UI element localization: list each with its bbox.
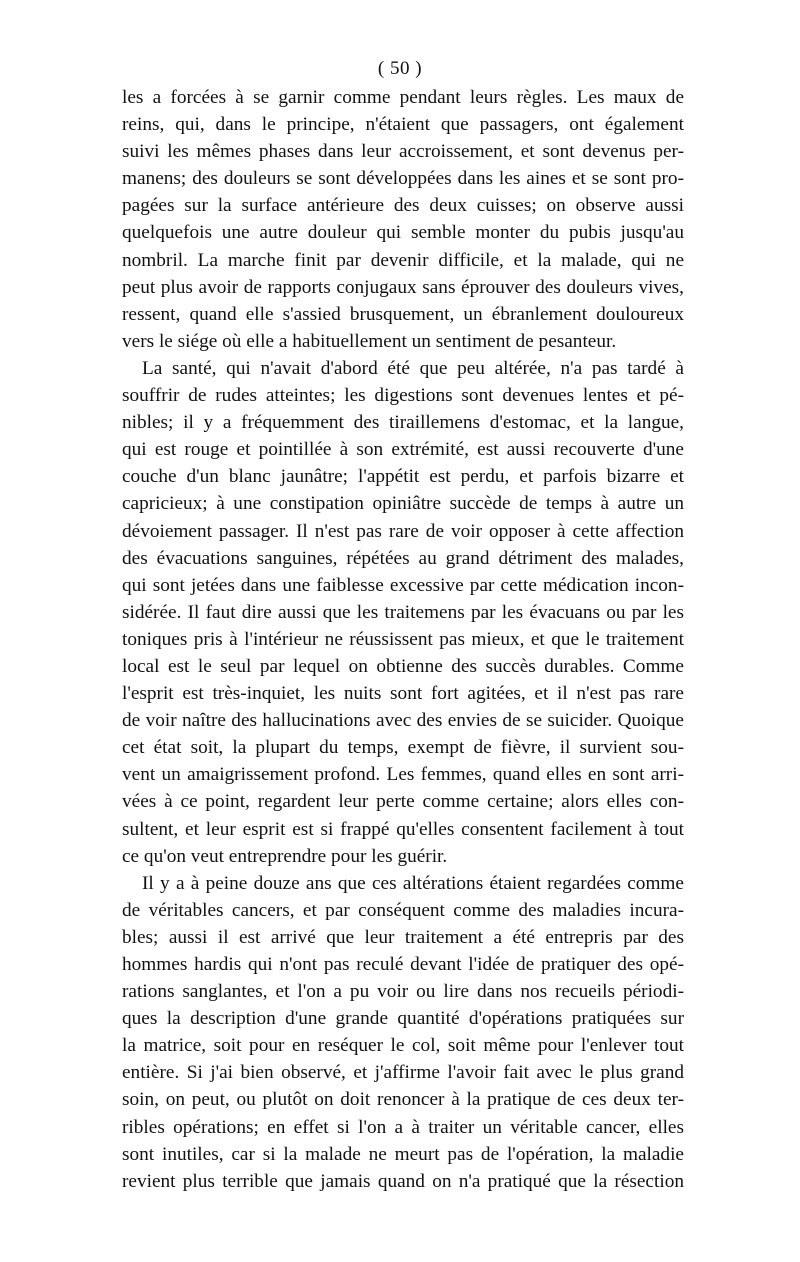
- text-line: dévoiement passager. Il n'est pas rare de voir opposer à cette affection: [122, 520, 684, 542]
- text-line: cet état soit, la plupart du temps, exempt de fièvre, il survient sou-: [122, 737, 684, 759]
- text-line: bles; aussi il est arrivé que leur traitement a été entrepris par des: [122, 926, 684, 948]
- text-line: local est le seul par lequel on obtienne des succès durables. Comme: [122, 655, 684, 677]
- text-line: ressent, quand elle s'assied brusquement, un ébranlement douloureux: [122, 303, 684, 325]
- text-line: de voir naître des hallucinations avec des envies de se suicider. Quoique: [122, 710, 684, 732]
- text-line: capricieux; à une constipation opiniâtre succède de temps à autre un: [122, 493, 684, 515]
- text-line: sont inutiles, car si la malade ne meurt pas de l'opération, la maladie: [122, 1143, 684, 1165]
- text-line: toniques pris à l'intérieur ne réussissent pas mieux, et que le traitement: [122, 628, 684, 650]
- text-line: de véritables cancers, et par conséquent comme des maladies incura-: [122, 899, 684, 921]
- text-line: vent un amaigrissement profond. Les femmes, quand elles en sont arri-: [122, 764, 684, 786]
- text-line: suivi les mêmes phases dans leur accroissement, et sont devenus per-: [122, 141, 684, 163]
- text-line: reins, qui, dans le principe, n'étaient que passagers, ont également: [122, 114, 684, 136]
- text-line: les a forcées à se garnir comme pendant leurs règles. Les maux de: [122, 87, 684, 108]
- text-line: couche d'un blanc jaunâtre; l'appétit est perdu, et parfois bizarre et: [122, 466, 684, 488]
- text-line: manens; des douleurs se sont développées dans les aines et se sont pro-: [122, 168, 684, 190]
- page-number: ( 50 ): [377, 58, 423, 79]
- text-line: nibles; il y a fréquemment des tiraillemens d'estomac, et la langue,: [122, 412, 684, 434]
- text-line: nombril. La marche finit par devenir difficile, et la malade, qui ne: [122, 249, 684, 271]
- text-line: qui sont jetées dans une faiblesse excessive par cette médication incon-: [122, 574, 684, 596]
- text-line: sultent, et leur esprit est si frappé qu'elles consentent facilement à tout: [122, 818, 684, 840]
- text-line: vers le siége où elle a habituellement un sentiment de pesanteur.: [122, 330, 617, 352]
- text-line: Il y a à peine douze ans que ces altérations étaient regardées comme: [142, 872, 684, 894]
- text-line: ribles opérations; en effet si l'on a à traiter un véritable cancer, elles: [122, 1116, 684, 1138]
- text-line: ce qu'on veut entreprendre pour les guérir.: [122, 845, 448, 867]
- text-line: soin, on peut, ou plutôt on doit renoncer à la pratique de ces deux ter-: [122, 1089, 684, 1111]
- text-line: des évacuations sanguines, répétées au grand détriment des malades,: [122, 547, 684, 569]
- text-line: revient plus terrible que jamais quand on n'a pratiqué que la résection: [122, 1170, 684, 1192]
- text-line: La santé, qui n'avait d'abord été que peu altérée, n'a pas tardé à: [142, 357, 684, 379]
- text-line: l'esprit est très-inquiet, les nuits sont fort agitées, et il n'est pas rare: [122, 683, 684, 705]
- text-line: hommes hardis qui n'ont pas reculé devant l'idée de pratiquer des opé-: [122, 954, 684, 975]
- text-line: entière. Si j'ai bien observé, et j'affirme l'avoir fait avec le plus grand: [122, 1062, 684, 1084]
- text-line: souffrir de rudes atteintes; les digestions sont devenues lentes et pé-: [122, 385, 684, 407]
- text-line: vées à ce point, regardent leur perte comme certaine; alors elles con-: [122, 791, 684, 813]
- text-line: pagées sur la surface antérieure des deux cuisses; on observe aussi: [122, 195, 684, 217]
- body-text: [122, 84, 684, 1195]
- text-line: sidérée. Il faut dire aussi que les traitemens par les évacuans ou par les: [122, 601, 684, 623]
- text-line: la matrice, soit pour en reséquer le col, soit même pour l'enlever tout: [122, 1035, 684, 1057]
- text-line: quelquefois une autre douleur qui semble monter du pubis jusqu'au: [122, 222, 684, 244]
- text-line: rations sanglantes, et l'on a pu voir ou lire dans nos recueils périodi-: [122, 981, 684, 1003]
- text-line: peut plus avoir de rapports conjugaux sans éprouver des douleurs vives,: [122, 276, 684, 298]
- text-line: ques la description d'une grande quantité d'opérations pratiquées sur: [122, 1008, 684, 1030]
- text-line: qui est rouge et pointillée à son extrémité, est aussi recouverte d'une: [122, 439, 684, 461]
